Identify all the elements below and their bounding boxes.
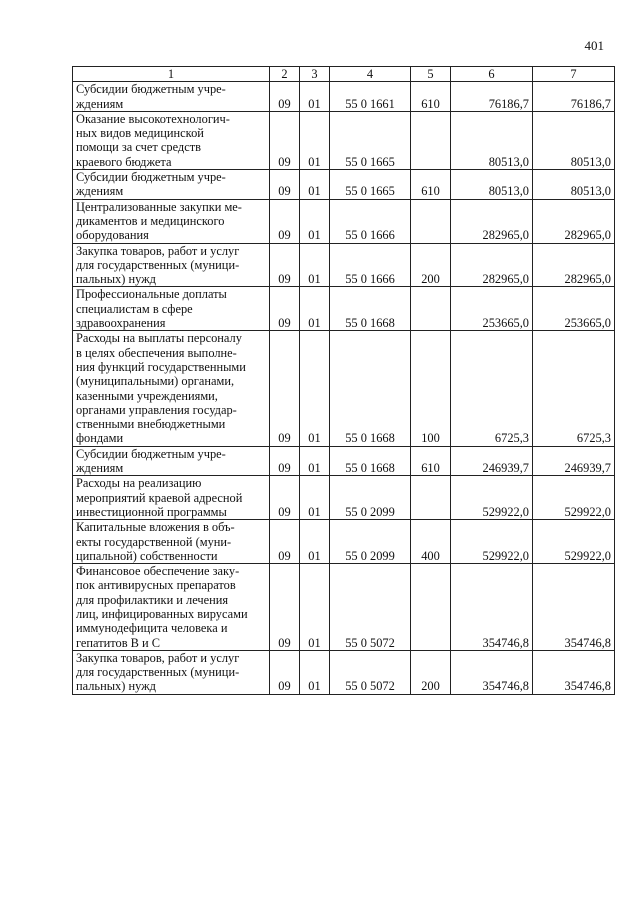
amount-col7-cell: 529922,0: [533, 476, 615, 520]
target-article-cell: 55 0 1668: [330, 446, 411, 476]
row-name-line: пальных) нужд: [76, 272, 156, 287]
row-name-line: помощи за счет средств: [76, 140, 201, 155]
section-code-cell: 09: [270, 650, 300, 694]
section-code-cell: 09: [270, 243, 300, 287]
row-name-line: фондами: [76, 431, 124, 446]
subsection-code-cell: 01: [300, 82, 330, 112]
row-name-line: здравоохранения: [76, 316, 166, 331]
target-article-cell: 55 0 2099: [330, 476, 411, 520]
row-name-line: ждениям: [76, 461, 124, 476]
section-code-cell: 09: [270, 82, 300, 112]
amount-col7-cell: 76186,7: [533, 82, 615, 112]
target-article-cell: 55 0 1666: [330, 199, 411, 243]
subsection-code-cell: 01: [300, 331, 330, 446]
expense-type-cell: 610: [411, 446, 451, 476]
table-row: [73, 446, 615, 476]
row-name-line: для государственных (муници-: [76, 665, 240, 680]
expense-type-cell: 100: [411, 331, 451, 446]
amount-col6-cell: 282965,0: [451, 243, 533, 287]
row-name-cell: [73, 564, 270, 651]
row-name-line: инвестиционной программы: [76, 504, 227, 519]
table-row: [73, 82, 615, 112]
expense-type-cell: [411, 476, 451, 520]
subsection-code-cell: 01: [300, 650, 330, 694]
row-name-line: Субсидии бюджетным учре-: [76, 446, 226, 461]
row-name-line: оборудования: [76, 228, 149, 243]
header-col-7: 7: [533, 67, 615, 82]
row-name-cell: [73, 650, 270, 694]
row-name-line: мероприятий краевой адресной: [76, 490, 243, 505]
row-name-line: пальных) нужд: [76, 679, 156, 694]
subsection-code-cell: 01: [300, 243, 330, 287]
expense-type-cell: [411, 199, 451, 243]
amount-col6-cell: 246939,7: [451, 446, 533, 476]
expense-type-cell: 200: [411, 650, 451, 694]
target-article-cell: 55 0 1668: [330, 331, 411, 446]
row-name-line: ждениям: [76, 96, 124, 111]
row-name-line: для профилактики и лечения: [76, 592, 229, 607]
subsection-code-cell: 01: [300, 199, 330, 243]
header-col-3: 3: [300, 67, 330, 82]
amount-col6-cell: 354746,8: [451, 650, 533, 694]
row-name-line: в целях обеспечения выполне-: [76, 345, 237, 360]
row-name-line: ных видов медицинской: [76, 126, 204, 141]
amount-col7-cell: 6725,3: [533, 331, 615, 446]
expense-type-cell: 610: [411, 170, 451, 200]
amount-col6-cell: 529922,0: [451, 520, 533, 564]
table-row: [73, 199, 615, 243]
row-name-line: ципальной) собственности: [76, 548, 218, 563]
section-code-cell: 09: [270, 199, 300, 243]
section-code-cell: 09: [270, 287, 300, 331]
row-name-line: Субсидии бюджетным учре-: [76, 82, 226, 97]
amount-col6-cell: 80513,0: [451, 170, 533, 200]
expense-type-cell: [411, 287, 451, 331]
target-article-cell: 55 0 5072: [330, 650, 411, 694]
header-col-4: 4: [330, 67, 411, 82]
amount-col7-cell: 354746,8: [533, 650, 615, 694]
row-name-line: Централизованные закупки ме-: [76, 199, 242, 214]
subsection-code-cell: 01: [300, 287, 330, 331]
expense-type-cell: [411, 111, 451, 169]
row-name-line: ственными внебюджетными: [76, 417, 226, 432]
subsection-code-cell: 01: [300, 170, 330, 200]
amount-col7-cell: 80513,0: [533, 170, 615, 200]
row-name-line: Финансовое обеспечение заку-: [76, 564, 240, 579]
row-name-line: иммунодефицита человека и: [76, 621, 228, 636]
row-name-line: Капитальные вложения в объ-: [76, 520, 235, 535]
row-name-line: для государственных (муници-: [76, 257, 240, 272]
amount-col6-cell: 76186,7: [451, 82, 533, 112]
row-name-line: казенными учреждениями,: [76, 388, 218, 403]
section-code-cell: 09: [270, 170, 300, 200]
table-row: [73, 170, 615, 200]
subsection-code-cell: 01: [300, 111, 330, 169]
target-article-cell: 55 0 1668: [330, 287, 411, 331]
row-name-cell: [73, 243, 270, 287]
amount-col6-cell: 6725,3: [451, 331, 533, 446]
row-name-cell: [73, 287, 270, 331]
row-name-line: Оказание высокотехнологич-: [76, 111, 230, 126]
row-name-cell: [73, 82, 270, 112]
header-col-2: 2: [270, 67, 300, 82]
row-name-line: екты государственной (муни-: [76, 534, 232, 549]
row-name-line: ния функций государственными: [76, 359, 246, 374]
header-col-6: 6: [451, 67, 533, 82]
table-row: [73, 243, 615, 287]
amount-col6-cell: 253665,0: [451, 287, 533, 331]
row-name-cell: [73, 170, 270, 200]
amount-col6-cell: 354746,8: [451, 564, 533, 651]
row-name-line: дикаментов и медицинского: [76, 213, 225, 228]
target-article-cell: 55 0 2099: [330, 520, 411, 564]
subsection-code-cell: 01: [300, 564, 330, 651]
subsection-code-cell: 01: [300, 476, 330, 520]
expense-type-cell: 200: [411, 243, 451, 287]
row-name-line: Закупка товаров, работ и услуг: [76, 650, 240, 665]
row-name-line: гепатитов B и C: [76, 635, 161, 650]
row-name-line: Закупка товаров, работ и услуг: [76, 243, 240, 258]
row-name-cell: [73, 111, 270, 169]
amount-col6-cell: 80513,0: [451, 111, 533, 169]
row-name-line: Расходы на выплаты персоналу: [76, 331, 242, 346]
row-name-line: лиц, инфицированных вирусами: [76, 606, 248, 621]
section-code-cell: 09: [270, 520, 300, 564]
table-body: [73, 82, 615, 694]
expense-type-cell: [411, 564, 451, 651]
table-row: [73, 476, 615, 520]
row-name-line: Расходы на реализацию: [76, 476, 202, 491]
row-name-line: Субсидии бюджетным учре-: [76, 170, 226, 185]
table-header-row: [73, 67, 615, 82]
subsection-code-cell: 01: [300, 520, 330, 564]
page-number: 401: [584, 38, 604, 53]
budget-table: [72, 66, 615, 695]
amount-col7-cell: 282965,0: [533, 199, 615, 243]
row-name-cell: [73, 331, 270, 446]
section-code-cell: 09: [270, 476, 300, 520]
row-name-cell: [73, 199, 270, 243]
table-row: [73, 564, 615, 651]
table-row: [73, 650, 615, 694]
row-name-line: краевого бюджета: [76, 154, 172, 169]
row-name-line: специалистам в сфере: [76, 301, 193, 316]
expense-type-cell: 400: [411, 520, 451, 564]
target-article-cell: 55 0 5072: [330, 564, 411, 651]
target-article-cell: 55 0 1665: [330, 111, 411, 169]
expense-type-cell: 610: [411, 82, 451, 112]
subsection-code-cell: 01: [300, 446, 330, 476]
target-article-cell: 55 0 1666: [330, 243, 411, 287]
target-article-cell: 55 0 1661: [330, 82, 411, 112]
section-code-cell: 09: [270, 446, 300, 476]
section-code-cell: 09: [270, 331, 300, 446]
amount-col7-cell: 354746,8: [533, 564, 615, 651]
row-name-line: Профессиональные доплаты: [76, 287, 227, 302]
row-name-line: ждениям: [76, 184, 124, 199]
table-row: [73, 287, 615, 331]
amount-col7-cell: 80513,0: [533, 111, 615, 169]
row-name-cell: [73, 446, 270, 476]
row-name-cell: [73, 520, 270, 564]
amount-col7-cell: 529922,0: [533, 520, 615, 564]
target-article-cell: 55 0 1665: [330, 170, 411, 200]
row-name-cell: [73, 476, 270, 520]
section-code-cell: 09: [270, 564, 300, 651]
amount-col6-cell: 282965,0: [451, 199, 533, 243]
amount-col7-cell: 246939,7: [533, 446, 615, 476]
table-row: [73, 111, 615, 169]
amount-col7-cell: 253665,0: [533, 287, 615, 331]
amount-col6-cell: 529922,0: [451, 476, 533, 520]
row-name-line: органами управления государ-: [76, 402, 237, 417]
row-name-line: (муниципальными) органами,: [76, 374, 235, 389]
header-col-5: 5: [411, 67, 451, 82]
header-col-1: 1: [73, 67, 270, 82]
table-row: [73, 520, 615, 564]
row-name-line: пок антивирусных препаратов: [76, 578, 236, 593]
section-code-cell: 09: [270, 111, 300, 169]
table-row: [73, 331, 615, 446]
amount-col7-cell: 282965,0: [533, 243, 615, 287]
